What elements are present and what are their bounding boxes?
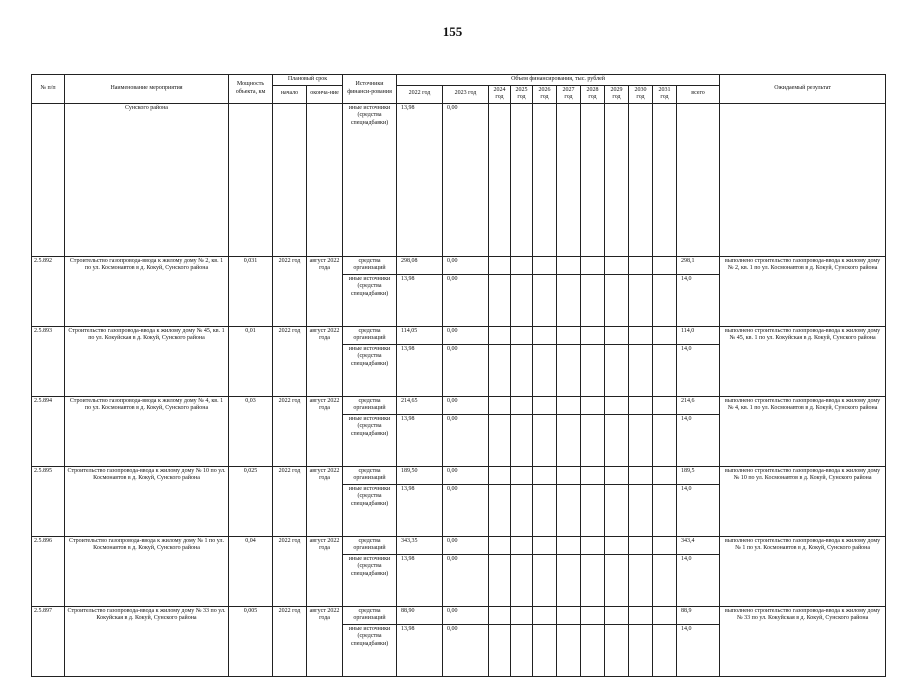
row-source-org-2023: 0,00	[443, 466, 489, 484]
row-capacity: 0,031	[229, 256, 273, 326]
row-end: август 2022 года	[307, 466, 343, 536]
row-number: 2.5.893	[32, 326, 65, 396]
header-year-2023: 2023 год	[443, 85, 489, 103]
header-year-2022: 2022 год	[397, 85, 443, 103]
row-name: Строительство газопровода-ввода к жилому дому № 45, кв. 1 по ул. Кокуйская в д. Кокуй, Сунского района	[65, 326, 229, 396]
header-end: оконча-ние	[307, 85, 343, 103]
header-financing: Объем финансирования, тыс. рублей	[397, 75, 720, 86]
row-source-other-2022: 13,98	[397, 274, 443, 326]
header-year-2026: 2026 год	[533, 85, 557, 103]
row-end: август 2022 года	[307, 396, 343, 466]
row-start: 2022 год	[273, 606, 307, 676]
header-num: № п/п	[32, 75, 65, 104]
row-number: 2.5.896	[32, 536, 65, 606]
row-name: Строительство газопровода-ввода к жилому дому № 10 по ул. Космонавтов в д. Кокуй, Сунского района	[65, 466, 229, 536]
table-row	[32, 606, 886, 624]
row-source-org-total: 343,4	[677, 536, 720, 554]
row-source-org-2022: 114,05	[397, 326, 443, 344]
row-start: 2022 год	[273, 326, 307, 396]
row-number: 2.5.892	[32, 256, 65, 326]
row-source-other-2023: 0,00	[443, 554, 489, 606]
row-source-org: средства организаций	[343, 256, 397, 274]
row-start: 2022 год	[273, 466, 307, 536]
row-source-org-total: 214,6	[677, 396, 720, 414]
header-year-2030: 2030 год	[629, 85, 653, 103]
row-source-other-total: 14,0	[677, 414, 720, 466]
row-source-org: средства организаций	[343, 536, 397, 554]
table-row	[32, 396, 886, 414]
row-source-other-total: 14,0	[677, 554, 720, 606]
header-total: всего	[677, 85, 720, 103]
table-header	[32, 75, 886, 104]
header-result: Ожидаемый результат	[720, 75, 886, 104]
row-result: выполнено строительство газопровода-ввода к жилому дому № 4, кв. 1 по ул. Космонавтов в д. Кокуй, Сунского района	[720, 396, 886, 466]
row-source-org-2022: 88,90	[397, 606, 443, 624]
row-start: 2022 год	[273, 536, 307, 606]
row-source-other: иные источники (средства спецнадбавки)	[343, 274, 397, 326]
header-year-2025: 2025 год	[511, 85, 533, 103]
row-source-org-2022: 343,35	[397, 536, 443, 554]
row-result: выполнено строительство газопровода-ввода к жилому дому № 1 по ул. Космонавтов в д. Кокуй, Сунского района	[720, 536, 886, 606]
row-source-org-2022: 298,08	[397, 256, 443, 274]
table-row	[32, 466, 886, 484]
row-start: 2022 год	[273, 396, 307, 466]
row-number: 2.5.897	[32, 606, 65, 676]
row-source-other-2022: 13,98	[397, 624, 443, 676]
row-capacity: 0,01	[229, 326, 273, 396]
row-source-other-2022: 13,98	[397, 414, 443, 466]
row-source-org-2023: 0,00	[443, 326, 489, 344]
row-source-org-2022: 189,50	[397, 466, 443, 484]
continuation-2023: 0,00	[443, 103, 489, 256]
row-source-other-2023: 0,00	[443, 344, 489, 396]
row-source-org: средства организаций	[343, 466, 397, 484]
row-source-org-total: 298,1	[677, 256, 720, 274]
row-capacity: 0,005	[229, 606, 273, 676]
row-source-other-total: 14,0	[677, 344, 720, 396]
row-source-other: иные источники (средства спецнадбавки)	[343, 554, 397, 606]
row-number: 2.5.895	[32, 466, 65, 536]
row-source-other-total: 14,0	[677, 624, 720, 676]
row-source-org-2023: 0,00	[443, 256, 489, 274]
row-source-other-2022: 13,98	[397, 344, 443, 396]
table-row	[32, 103, 886, 256]
row-name: Строительство газопровода-ввода к жилому дому № 33 по ул. Кокуйская в д. Кокуй, Сунского района	[65, 606, 229, 676]
row-name: Строительство газопровода-ввода к жилому дому № 4, кв. 1 по ул. Космонавтов в д. Кокуй, Сунского района	[65, 396, 229, 466]
header-year-2029: 2029 год	[605, 85, 629, 103]
row-name: Строительство газопровода-ввода к жилому дому № 1 по ул. Космонавтов в д. Кокуй, Сунского района	[65, 536, 229, 606]
row-source-other-2023: 0,00	[443, 414, 489, 466]
row-end: август 2022 года	[307, 536, 343, 606]
row-source-other-2023: 0,00	[443, 624, 489, 676]
header-year-2024: 2024 год	[489, 85, 511, 103]
row-source-other-2022: 13,98	[397, 484, 443, 536]
row-name: Строительство газопровода-ввода к жилому дому № 2, кв. 1 по ул. Космонавтов в д. Кокуй, Сунского района	[65, 256, 229, 326]
row-end: август 2022 года	[307, 606, 343, 676]
row-capacity: 0,03	[229, 396, 273, 466]
row-source-org-2022: 214,65	[397, 396, 443, 414]
row-result: выполнено строительство газопровода-ввода к жилому дому № 2, кв. 1 по ул. Космонавтов в д. Кокуй, Сунского района	[720, 256, 886, 326]
header-year-2031: 2031 год	[653, 85, 677, 103]
financing-table	[31, 74, 886, 677]
row-source-other: иные источники (средства спецнадбавки)	[343, 414, 397, 466]
row-capacity: 0,025	[229, 466, 273, 536]
row-source-other-2022: 13,98	[397, 554, 443, 606]
row-source-org-total: 88,9	[677, 606, 720, 624]
continuation-source: иные источники (средства спецнадбавки)	[343, 103, 397, 256]
continuation-name: Сунского района	[65, 103, 229, 256]
row-source-other-total: 14,0	[677, 274, 720, 326]
header-start: начало	[273, 85, 307, 103]
row-number: 2.5.894	[32, 396, 65, 466]
row-result: выполнено строительство газопровода-ввода к жилому дому № 33 по ул. Кокуйская в д. Кокуй, Сунского района	[720, 606, 886, 676]
header-schedule: Плановый срок	[273, 75, 343, 86]
continuation-2022: 13,98	[397, 103, 443, 256]
row-end: август 2022 года	[307, 326, 343, 396]
row-source-other: иные источники (средства спецнадбавки)	[343, 624, 397, 676]
header-source: Источники финанси-рования	[343, 75, 397, 104]
row-capacity: 0,04	[229, 536, 273, 606]
table-row	[32, 536, 886, 554]
row-source-other-2023: 0,00	[443, 484, 489, 536]
row-source-org-2023: 0,00	[443, 606, 489, 624]
page-number: 155	[442, 24, 463, 39]
row-source-org: средства организаций	[343, 326, 397, 344]
row-source-org-total: 114,0	[677, 326, 720, 344]
row-source-org: средства организаций	[343, 396, 397, 414]
row-end: август 2022 года	[307, 256, 343, 326]
header-capacity: Мощность объекта, км	[229, 75, 273, 104]
row-source-other-2023: 0,00	[443, 274, 489, 326]
row-source-org-2023: 0,00	[443, 536, 489, 554]
row-result: выполнено строительство газопровода-ввода к жилому дому № 45, кв. 1 по ул. Кокуйская в д. Кокуй, Сунского района	[720, 326, 886, 396]
header-year-2028: 2028 год	[581, 85, 605, 103]
row-source-org: средства организаций	[343, 606, 397, 624]
header-year-2027: 2027 год	[557, 85, 581, 103]
header-name: Наименование мероприятия	[65, 75, 229, 104]
table-row	[32, 326, 886, 344]
row-source-org-total: 189,5	[677, 466, 720, 484]
row-source-other: иные источники (средства спецнадбавки)	[343, 344, 397, 396]
row-start: 2022 год	[273, 256, 307, 326]
table-row	[32, 256, 886, 274]
row-source-other: иные источники (средства спецнадбавки)	[343, 484, 397, 536]
row-source-other-total: 14,0	[677, 484, 720, 536]
row-source-org-2023: 0,00	[443, 396, 489, 414]
row-result: выполнено строительство газопровода-ввода к жилому дому № 10 по ул. Космонавтов в д. Кокуй, Сунского района	[720, 466, 886, 536]
